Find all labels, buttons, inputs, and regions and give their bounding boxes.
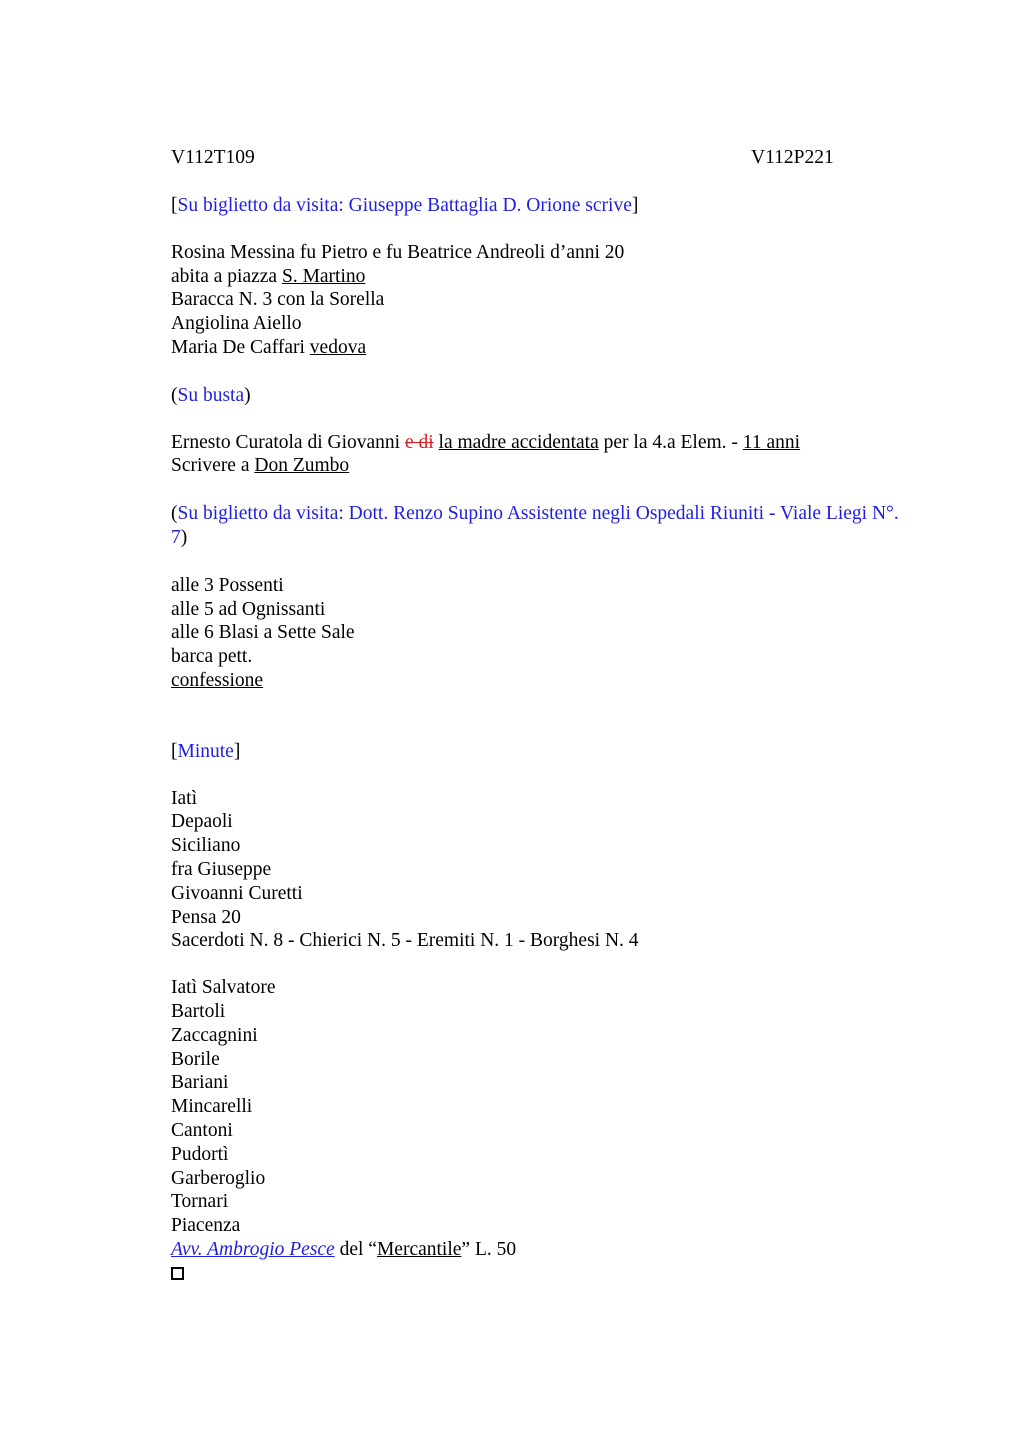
text-line: alle 6 Blasi a Sette Sale: [171, 622, 355, 644]
underlined-text: la madre accidentata: [438, 431, 599, 453]
list-item: fra Giuseppe: [171, 858, 272, 880]
struck-text: e di: [404, 431, 434, 453]
bracket-open: (: [171, 384, 178, 406]
editorial-note: Su biglietto da visita: Dott. Renzo Supino Assistente negli Ospedali Riuniti - Viale Liegi N°. 7: [171, 503, 899, 548]
list-item: Garberoglio: [171, 1167, 266, 1189]
list-item: Zaccagnini: [171, 1024, 258, 1046]
text-line: Rosina Messina fu Pietro e fu Beatrice Andreoli d’anni 20: [171, 241, 625, 263]
list-item: Bariani: [171, 1072, 229, 1094]
text-span: Ernesto Curatola di Giovanni: [171, 431, 405, 453]
list-item: Givoanni Curetti: [171, 882, 303, 904]
list-item: Siciliano: [171, 835, 241, 857]
list-item: Pudortì: [171, 1143, 229, 1165]
bracket-close: ): [244, 384, 251, 406]
list-item: Cantoni: [171, 1119, 233, 1141]
note-minute: [171, 740, 916, 764]
underlined-text: vedova: [309, 336, 367, 358]
bracket-open: [: [171, 740, 178, 762]
paragraph-names-1: [171, 787, 916, 954]
list-item: Piacenza: [171, 1215, 241, 1237]
list-item: Mincarelli: [171, 1096, 253, 1118]
paragraph-curatola: [171, 431, 916, 479]
link-ambrogio-pesce[interactable]: Avv. Ambrogio Pesce: [171, 1238, 335, 1260]
underlined-text: confessione: [171, 669, 264, 691]
document-code-left: V112T109: [171, 147, 255, 168]
list-item: Sacerdoti N. 8 - Chierici N. 5 - Eremiti N. 1 - Borghesi N. 4: [171, 930, 639, 952]
text-span: ” L. 50: [461, 1238, 517, 1260]
text-span: Maria De Caffari: [171, 336, 310, 358]
text-line: alle 3 Possenti: [171, 574, 284, 596]
note-visiting-card-supino: [171, 502, 916, 550]
editorial-note: Su biglietto da visita: Giuseppe Battaglia D. Orione scrive: [177, 195, 632, 216]
list-item: Iatì Salvatore: [171, 977, 276, 999]
checkbox-line: [171, 1262, 916, 1286]
underlined-text: Mercantile: [376, 1238, 462, 1260]
editorial-note: Minute: [177, 740, 234, 762]
underlined-text: S. Martino: [281, 265, 366, 287]
bracket-close: ): [180, 526, 188, 548]
text-span: per la 4.a Elem. -: [598, 431, 743, 453]
bracket-close: ]: [631, 195, 639, 216]
text-line: Angiolina Aiello: [171, 313, 302, 335]
underlined-text: Don Zumbo: [254, 455, 350, 477]
list-item: Pensa 20: [171, 906, 241, 928]
note-visiting-card-battaglia: [171, 194, 916, 218]
paragraph-rosina: [171, 241, 916, 360]
note-envelope: [171, 384, 916, 408]
text-span: del “: [334, 1238, 377, 1260]
underlined-text: 11 anni: [742, 431, 801, 453]
text-line: alle 5 ad Ognissanti: [171, 598, 326, 620]
list-item: Bartoli: [171, 1000, 226, 1022]
text-line: [171, 265, 916, 289]
header-row: [171, 146, 916, 170]
text-span: abita a piazza: [171, 265, 282, 287]
text-line: [171, 431, 916, 455]
list-item: Depaoli: [171, 811, 233, 833]
bracket-open: [: [171, 195, 178, 216]
document-page: [171, 146, 916, 1285]
checkbox-icon[interactable]: [171, 1267, 184, 1280]
text-span: Scrivere a: [171, 455, 255, 477]
list-item: Tornari: [171, 1191, 229, 1213]
text-line: barca pett.: [171, 646, 253, 668]
paragraph-names-2: [171, 976, 916, 1285]
text-line: [171, 454, 916, 478]
text-line: [171, 336, 916, 360]
text-line: Baracca N. 3 con la Sorella: [171, 289, 385, 311]
paragraph-appointments: [171, 574, 916, 693]
bracket-open: (: [171, 503, 178, 525]
list-item: Borile: [171, 1048, 220, 1070]
text-line: [171, 1238, 916, 1262]
list-item: Iatì: [171, 787, 197, 809]
document-code-right: V112P221: [751, 147, 834, 168]
bracket-close: ]: [233, 740, 241, 762]
editorial-note: Su busta: [177, 384, 245, 406]
